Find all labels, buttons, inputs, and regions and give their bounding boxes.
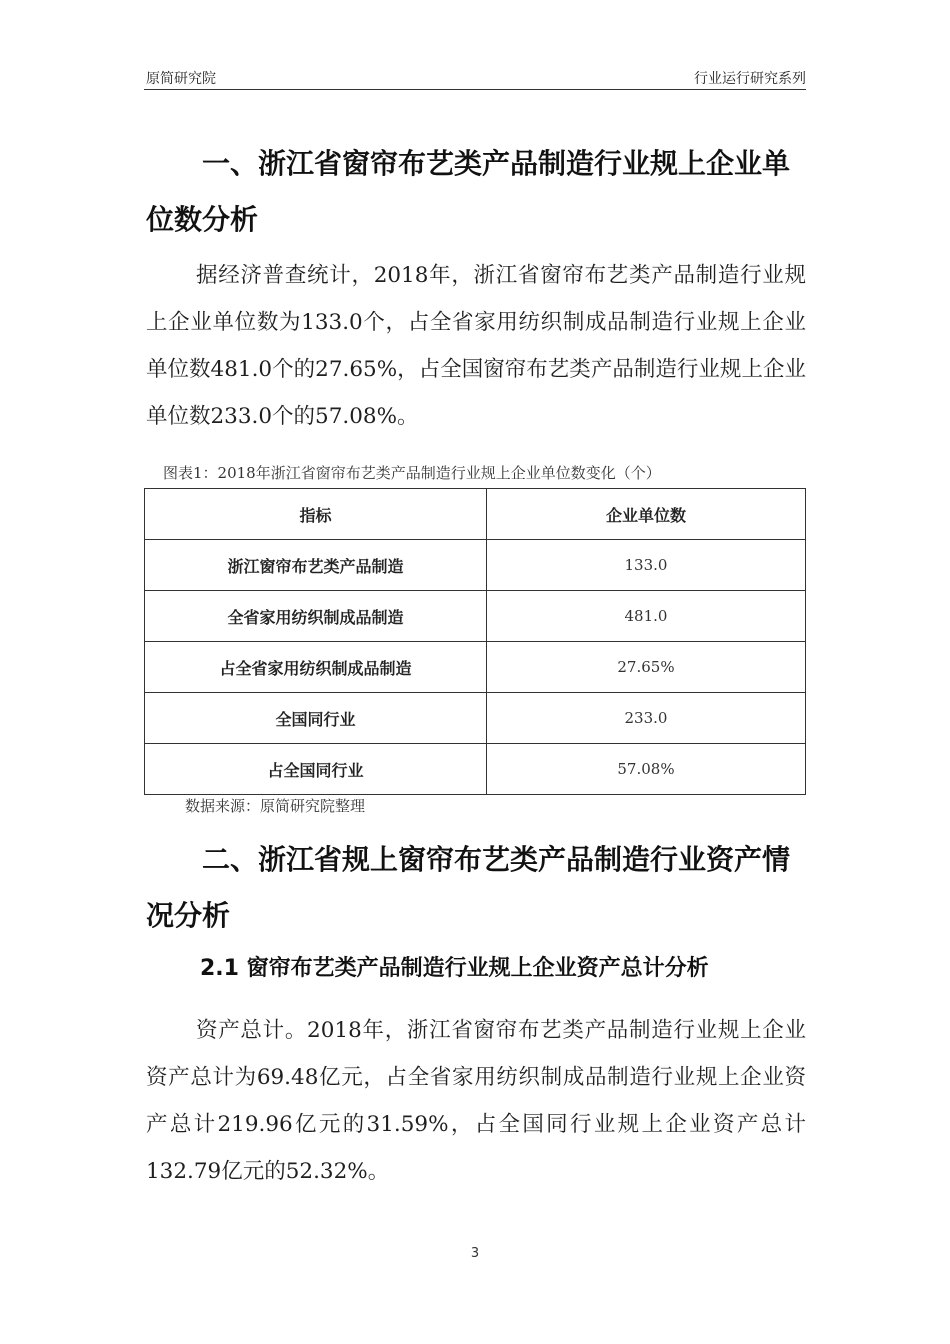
header-divider	[144, 89, 806, 90]
row-value: 233.0	[487, 693, 806, 744]
enterprise-count-table	[144, 488, 806, 795]
row-value: 27.65%	[487, 642, 806, 693]
table-row	[145, 744, 806, 795]
row-value: 133.0	[487, 540, 806, 591]
table-caption: 图表1：2018年浙江省窗帘布艺类产品制造行业规上企业单位数变化（个）	[163, 464, 661, 482]
section1-paragraph: 据经济普查统计，2018年，浙江省窗帘布艺类产品制造行业规上企业单位数为133.0个，占全省家用纺织制成品制造行业规上企业单位数481.0个的27.65%，占全国窗帘布艺类产品制造行业规上企业单位数233.0个的57.08%。	[146, 263, 806, 429]
table-row	[145, 540, 806, 591]
table-row	[145, 693, 806, 744]
column-header-count: 企业单位数	[487, 489, 806, 540]
section2-paragraph: 资产总计。2018年，浙江省窗帘布艺类产品制造行业规上企业资产总计为69.48亿元，占全省家用纺织制成品制造行业规上企业资产总计219.96亿元的31.59%，占全国同行业规上企业资产总计132.79亿元的52.32%。	[146, 1018, 806, 1184]
row-label: 占全国同行业	[145, 744, 487, 795]
section1-heading: 一、浙江省窗帘布艺类产品制造行业规上企业单位数分析	[146, 147, 791, 236]
row-value: 57.08%	[487, 744, 806, 795]
table-source-note: 数据来源：原简研究院整理	[185, 797, 366, 815]
row-label: 全省家用纺织制成品制造	[145, 591, 487, 642]
table-row	[145, 591, 806, 642]
page-number: 3	[470, 1246, 480, 1261]
section2-heading: 二、浙江省规上窗帘布艺类产品制造行业资产情况分析	[146, 843, 791, 932]
row-label: 浙江窗帘布艺类产品制造	[145, 540, 487, 591]
header-series: 行业运行研究系列	[694, 71, 806, 87]
row-value: 481.0	[487, 591, 806, 642]
section2-subheading: 2.1 窗帘布艺类产品制造行业规上企业资产总计分析	[200, 956, 709, 981]
row-label: 全国同行业	[145, 693, 487, 744]
table-header-row	[145, 489, 806, 540]
column-header-indicator: 指标	[145, 489, 487, 540]
row-label: 占全省家用纺织制成品制造	[145, 642, 487, 693]
header-org: 原简研究院	[146, 71, 216, 87]
table-row	[145, 642, 806, 693]
